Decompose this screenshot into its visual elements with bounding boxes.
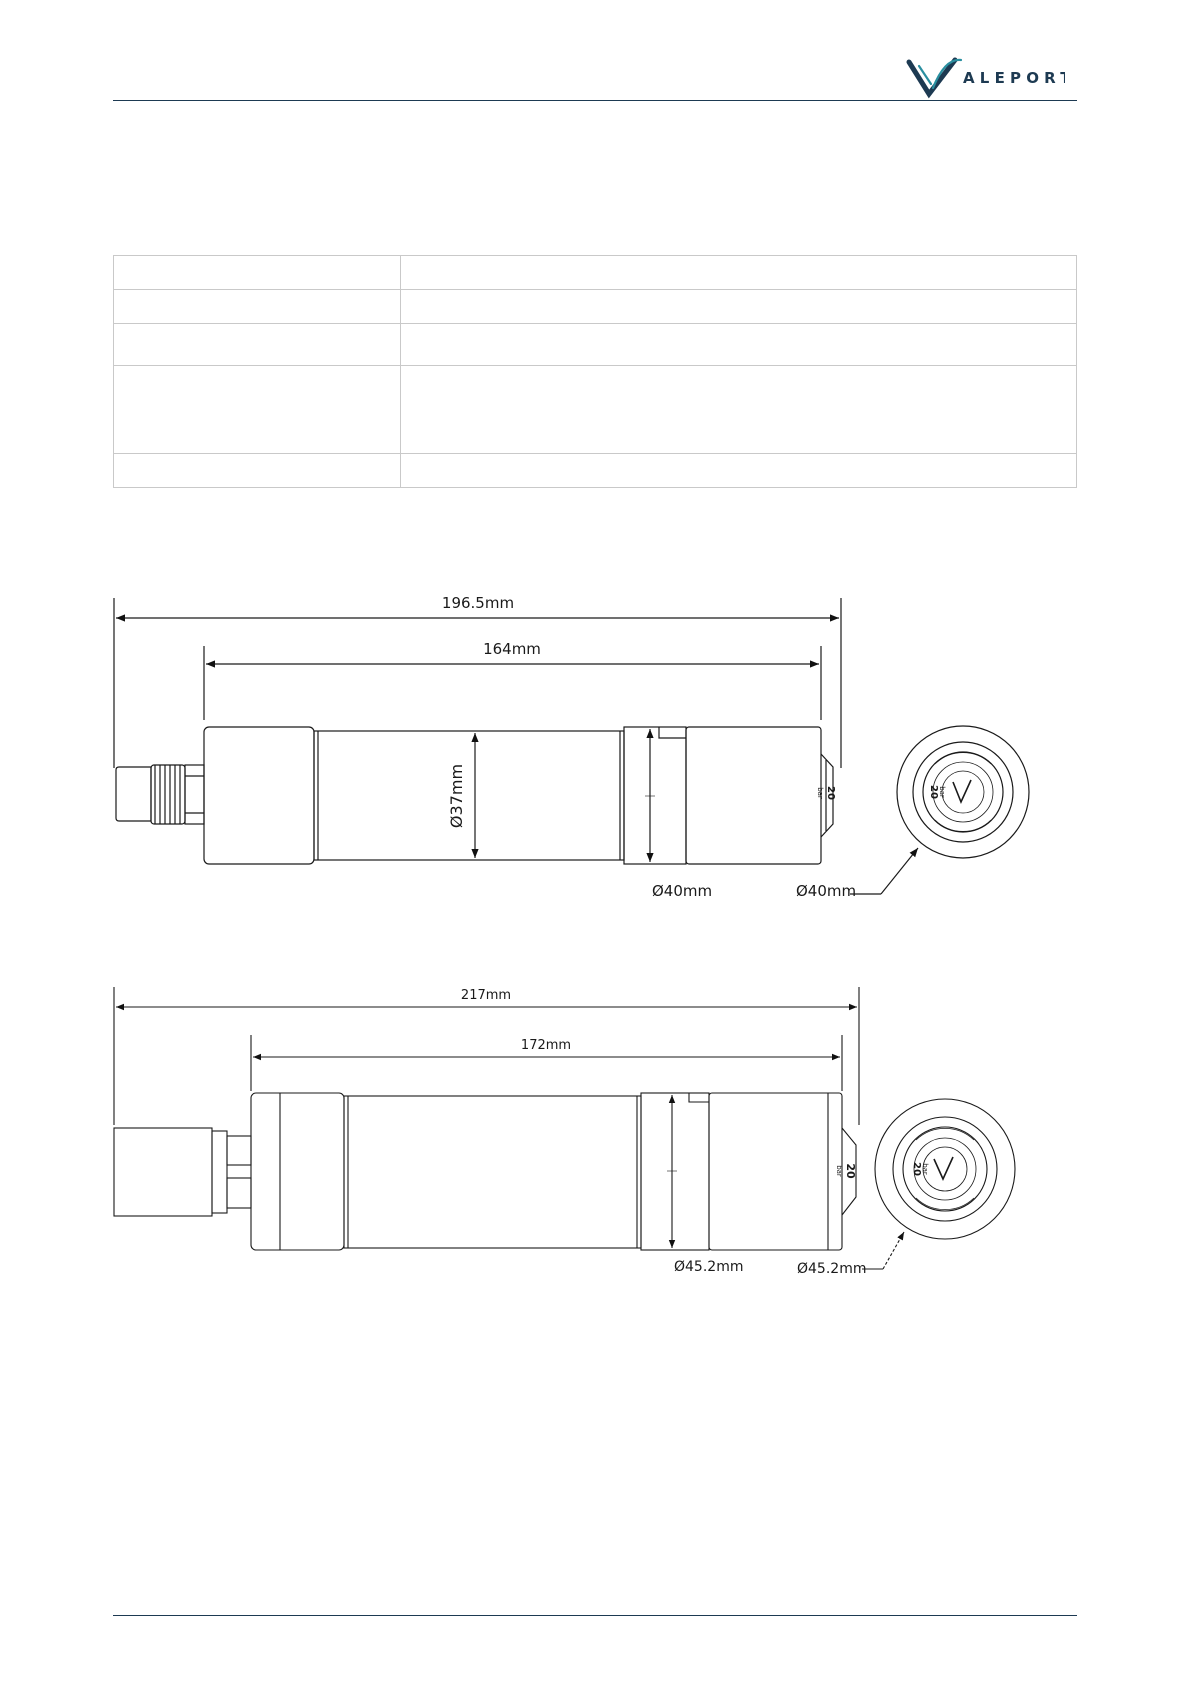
table-cell-key <box>114 256 401 290</box>
connector-pin-lower <box>227 1178 251 1208</box>
end-cap-rear <box>204 727 314 864</box>
table-cell-value <box>401 256 1077 290</box>
overall-length-label: 217mm <box>460 988 512 1003</box>
housing-notch <box>659 727 686 738</box>
end-cap-front <box>686 727 821 864</box>
end-view-inner-ring <box>913 742 1013 842</box>
body-length-label: 172mm <box>520 1038 572 1053</box>
valeport-logo <box>905 54 1065 100</box>
end-view-label: 20 <box>928 785 939 799</box>
sensor-housing <box>624 727 686 864</box>
sensor-drawing-small <box>0 580 1192 920</box>
logo-wordmark: ALEPORT <box>963 69 1065 87</box>
body-tube <box>314 731 624 860</box>
sensor-face-label: 20 <box>825 786 836 800</box>
table-cell-value <box>401 290 1077 324</box>
overall-length-label: 196.5mm <box>441 594 515 612</box>
table-cell-key <box>114 324 401 366</box>
end-view-diameter-label: Ø45.2mm <box>797 1261 867 1277</box>
end-view-outer-ring <box>875 1099 1015 1239</box>
valeport-logo-mark <box>905 54 1065 100</box>
connector-collar <box>212 1131 227 1213</box>
body-diameter-label: Ø37mm <box>447 763 466 829</box>
end-view-outer-ring <box>897 726 1029 858</box>
table-cell-key <box>114 454 401 488</box>
end-view-v-mark <box>934 1157 953 1179</box>
end-view-v-mark <box>953 780 971 802</box>
end-cap-rear <box>251 1093 344 1250</box>
sensor-face-label: 20 <box>844 1163 857 1179</box>
connector-nut <box>185 765 204 824</box>
housing-notch <box>689 1093 709 1102</box>
body-tube <box>344 1096 641 1248</box>
body-length-label: 164mm <box>483 640 541 658</box>
end-view-unit: bar <box>938 786 946 798</box>
leader-line <box>881 848 918 894</box>
leader-line <box>883 1232 904 1269</box>
table-row <box>114 324 1077 366</box>
sensor-housing <box>641 1093 709 1250</box>
table-row <box>114 454 1077 488</box>
header-rule <box>113 100 1077 101</box>
table-row <box>114 366 1077 454</box>
cable-connector <box>116 767 151 821</box>
sensor-face-unit: bar <box>835 1165 843 1177</box>
table-cell-value <box>401 454 1077 488</box>
connector-thread-ridges <box>155 765 180 824</box>
sensor-drawing-large <box>0 975 1192 1295</box>
connector-pin-upper <box>227 1136 251 1165</box>
end-view-inner-ring <box>893 1117 997 1221</box>
table-cell-key <box>114 366 401 454</box>
footer-rule <box>113 1615 1077 1616</box>
table-cell-value <box>401 324 1077 366</box>
sensor-diameter-label: Ø45.2mm <box>674 1259 744 1275</box>
cable-connector <box>114 1128 212 1216</box>
table-row <box>114 290 1077 324</box>
sensor-diameter-label: Ø40mm <box>652 882 713 900</box>
end-view-diameter-label: Ø40mm <box>796 882 857 900</box>
end-view-label: 20 <box>911 1162 922 1176</box>
specification-table <box>113 255 1077 488</box>
end-cap-front <box>709 1093 842 1250</box>
table-cell-value <box>401 366 1077 454</box>
sensor-face-unit: bar <box>816 787 824 799</box>
table-cell-key <box>114 290 401 324</box>
end-view-unit: bar <box>921 1163 929 1175</box>
table-row <box>114 256 1077 290</box>
